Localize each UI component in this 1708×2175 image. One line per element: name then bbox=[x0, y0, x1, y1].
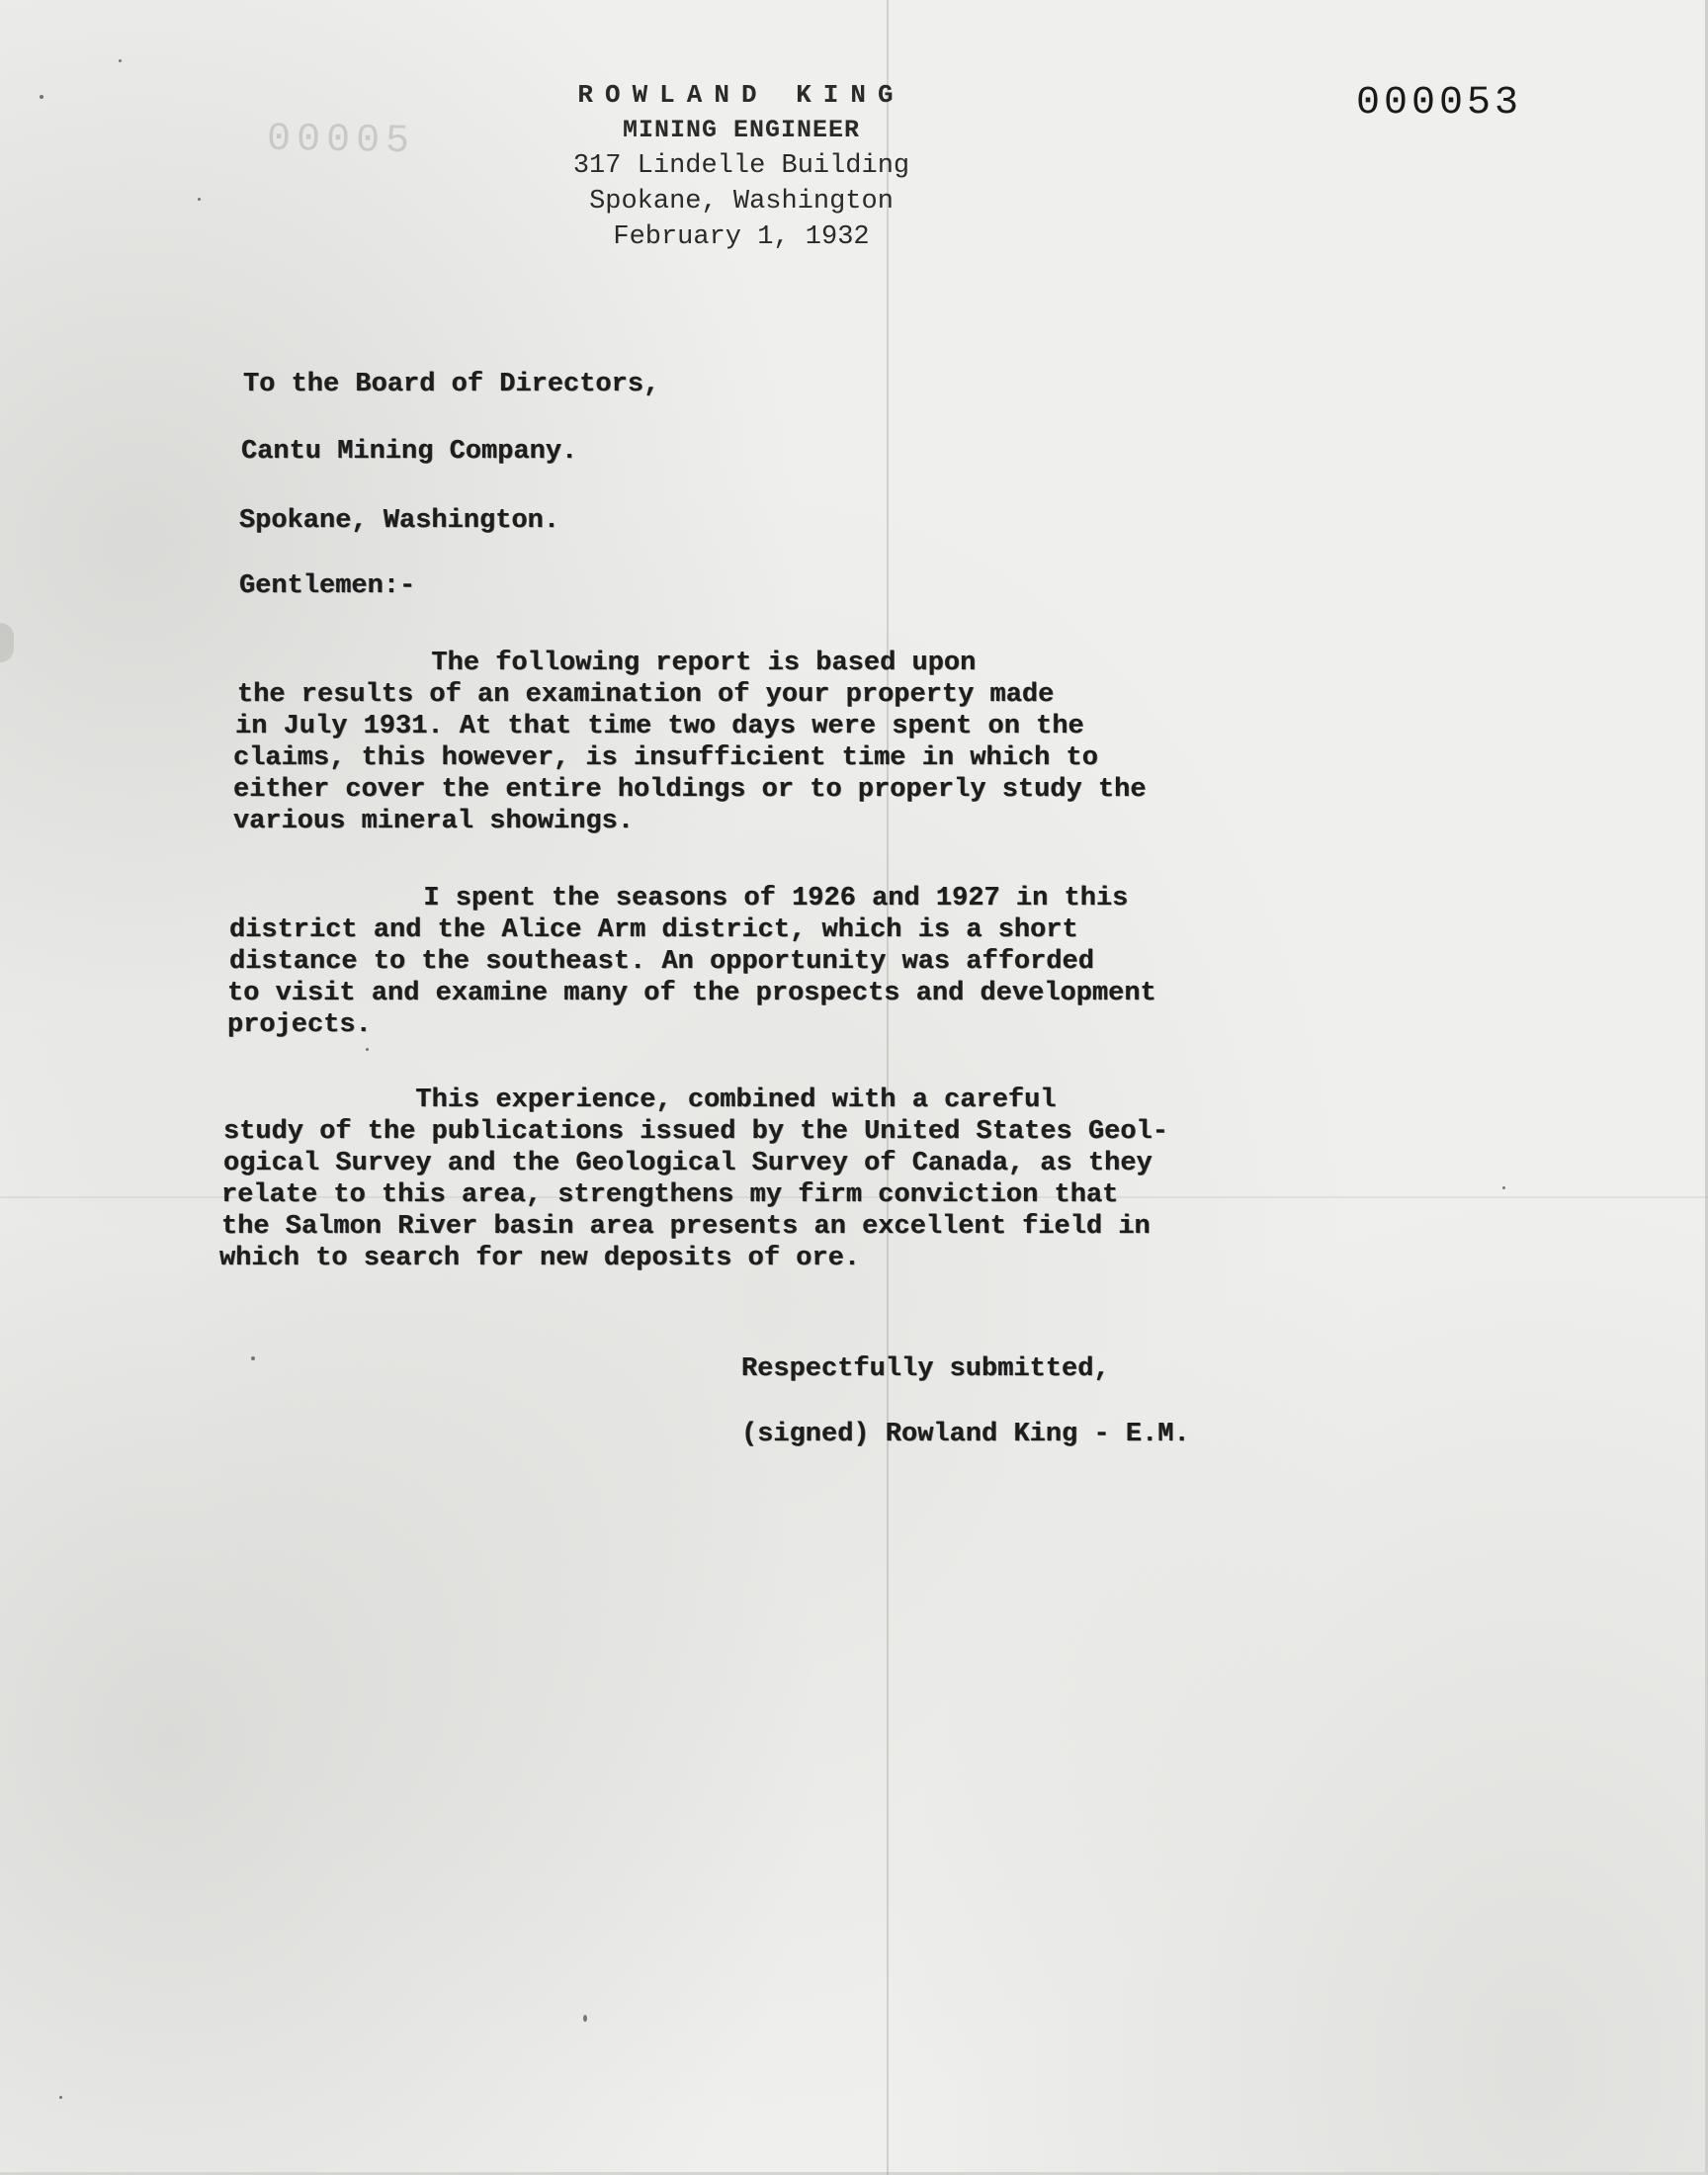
paragraph-3-line-3: ogical Survey and the Geological Survey of Canada, as they bbox=[223, 1149, 1153, 1178]
scan-speck bbox=[198, 198, 201, 201]
paragraph-2-line-4: to visit and examine many of the prospects and development bbox=[227, 979, 1156, 1008]
letterhead-address: 317 Lindelle Building bbox=[572, 151, 910, 181]
signature-line: (signed) Rowland King - E.M. bbox=[741, 1420, 1190, 1449]
letterhead-title: MINING ENGINEER bbox=[622, 116, 861, 144]
ghost-stamp: 00005 bbox=[266, 117, 416, 165]
paragraph-1-line-6: various mineral showings. bbox=[233, 807, 635, 836]
paragraph-2-line-1: I spent the seasons of 1926 and 1927 in this bbox=[231, 884, 1129, 914]
scan-speck bbox=[366, 1048, 369, 1051]
paragraph-3-line-2: study of the publications issued by the United States Geol- bbox=[223, 1117, 1168, 1147]
paragraph-3-line-4: relate to this area, strengthens my firm conviction that bbox=[221, 1180, 1119, 1210]
letterhead bbox=[514, 77, 969, 255]
paragraph-2-line-5: projects. bbox=[227, 1010, 372, 1040]
document-number: 000053 bbox=[1356, 81, 1523, 126]
scan-speck bbox=[119, 59, 122, 62]
recipient-line-3: Spokane, Washington. bbox=[239, 506, 560, 536]
paragraph-2-line-3: distance to the southeast. An opportunity was afforded bbox=[229, 947, 1094, 977]
paragraph-2-line-2: district and the Alice Arm district, which is a short bbox=[229, 915, 1078, 945]
paragraph-3-line-1: This experience, combined with a careful bbox=[223, 1086, 1057, 1115]
scan-speck bbox=[40, 95, 43, 99]
recipient-line-1: To the Board of Directors, bbox=[243, 370, 660, 399]
recipient-line-2: Cantu Mining Company. bbox=[241, 437, 578, 467]
salutation: Gentlemen:- bbox=[239, 571, 416, 601]
scan-speck bbox=[251, 1356, 255, 1360]
scan-speck bbox=[1502, 1186, 1505, 1189]
paragraph-1-line-2: the results of an examination of your property made bbox=[237, 680, 1055, 710]
letterhead-name: ROWLAND KING bbox=[577, 80, 905, 110]
paragraph-1-line-3: in July 1931. At that time two days were spent on the bbox=[235, 712, 1084, 741]
paragraph-1-line-4: claims, this however, is insufficient time in which to bbox=[233, 743, 1098, 773]
letter-date: February 1, 1932 bbox=[613, 222, 870, 252]
paragraph-3-line-6: which to search for new deposits of ore. bbox=[219, 1244, 861, 1273]
closing-line: Respectfully submitted, bbox=[741, 1354, 1110, 1384]
paragraph-3-line-5: the Salmon River basin area presents an excellent field in bbox=[221, 1212, 1151, 1242]
paragraph-1-line-5: either cover the entire holdings or to properly study the bbox=[233, 775, 1147, 805]
letterhead-city: Spokane, Washington bbox=[589, 187, 894, 217]
paragraph-1-line-1: The following report is based upon bbox=[239, 649, 977, 678]
scan-speck bbox=[583, 2015, 587, 2022]
scan-speck bbox=[59, 2096, 62, 2099]
punch-hole-mark bbox=[0, 623, 14, 662]
